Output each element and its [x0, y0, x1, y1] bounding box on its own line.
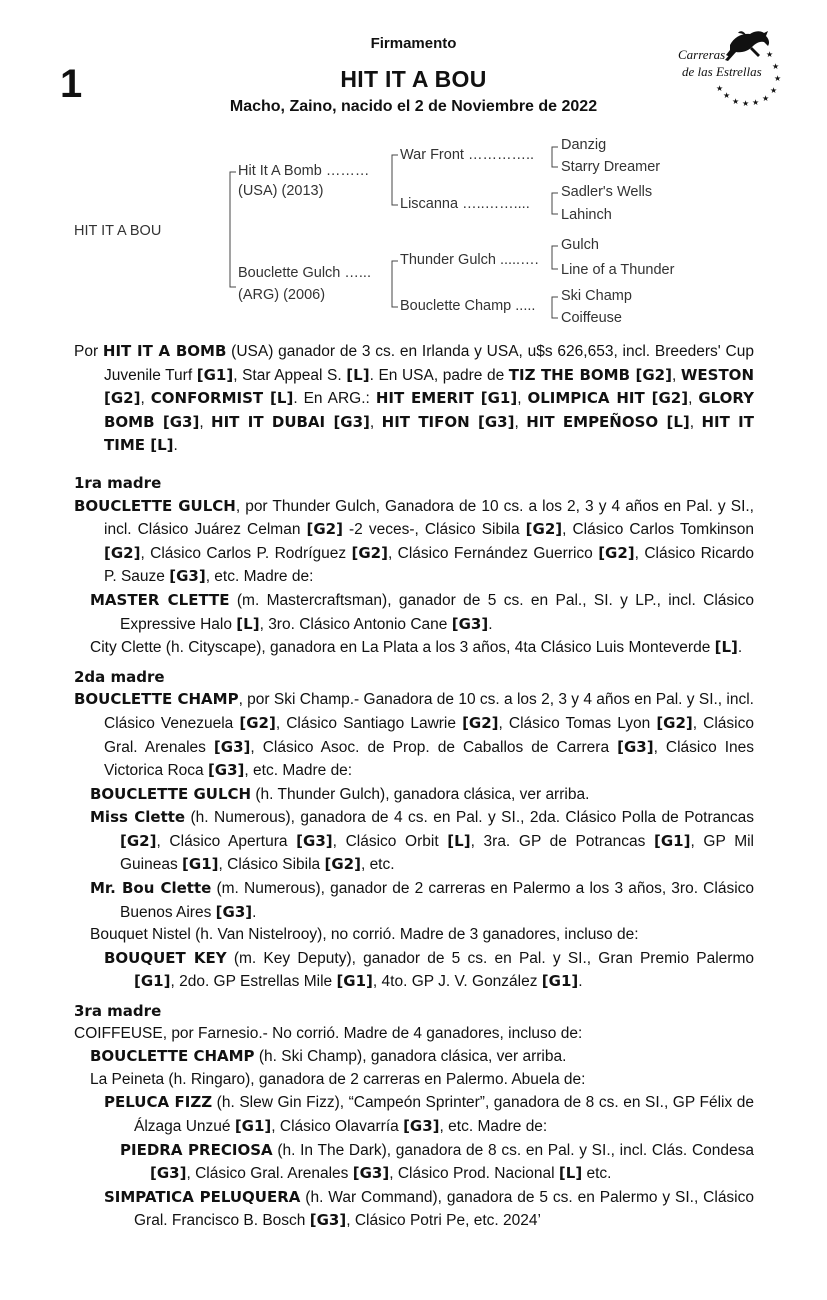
pedigree-sire: Hit It A Bomb ………	[238, 163, 370, 179]
grade-badge: [G3]	[213, 737, 251, 756]
text: (m. Key Deputy), ganador de 5 cs. en Pal. y SI., Gran Premio Palermo	[226, 949, 754, 967]
produce-entry	[74, 877, 754, 924]
text: (h. Ski Champ), ganadora clásica, ver arriba.	[254, 1048, 567, 1066]
produce-entry	[74, 1045, 754, 1069]
grade-badge: [G2]	[239, 713, 276, 732]
grade-badge: [G2]	[120, 831, 157, 850]
text: .	[737, 639, 743, 657]
first-dam-entry	[74, 495, 754, 589]
third-dam-label: 3ra madre	[74, 1002, 162, 1021]
grade-badge: [G1]	[134, 972, 171, 991]
text: , por Thunder Gulch, Ganadora de 10 cs. a los 2, 3 y 4 años en Pal. y SI., incl. Clásico Juárez Celman	[104, 497, 754, 539]
grade-badge: [G3]	[309, 1211, 347, 1230]
text: , 4to. GP J. V. González	[372, 973, 542, 991]
svg-text:★: ★	[770, 86, 778, 95]
svg-text:★: ★	[766, 50, 774, 59]
pedigree-dam: Bouclette Gulch …...	[238, 265, 371, 281]
svg-text:★: ★	[742, 99, 750, 108]
grade-badge: [G2]	[525, 520, 563, 539]
text: (h. Slew Gin Fizz), “Campeón Sprinter”, ganadora de 8 cs. en SI., GP Félix de Álzaga Unzué	[134, 1094, 755, 1135]
text: ,	[514, 413, 527, 431]
produce-entry	[74, 1091, 754, 1138]
text: , Clásico Gral. Arenales	[104, 714, 754, 756]
text: , Clásico Asoc. de Prop. de Caballos de Carrera	[250, 738, 618, 756]
offspring-name: WESTON [G2]	[104, 365, 754, 408]
text: , Clásico Prod. Nacional	[389, 1165, 559, 1183]
grade-badge: [G2]	[462, 713, 499, 732]
produce-entry	[74, 589, 754, 636]
text: COIFFEUSE, por Farnesio.- No corrió. Madre de 4 ganadores, incluso de:	[74, 1024, 583, 1042]
produce-entry	[74, 783, 754, 807]
grade-badge: [G3]	[207, 761, 245, 780]
pedigree-sd-dam: Lahinch	[561, 207, 612, 223]
text: ,	[517, 390, 528, 408]
text: , etc. Madre de:	[439, 1118, 548, 1135]
produce-name: SIMPATICA PELUQUERA	[104, 1187, 301, 1206]
offspring-name: HIT EMERIT [G1]	[375, 389, 518, 408]
text: , por Ski Champ.- Ganadora de 10 cs. a los 2, 3 y 4 años en Pal. y SI., incl. Clásico Venezuela	[104, 691, 754, 732]
svg-text:★: ★	[732, 97, 740, 106]
text: ,	[140, 390, 151, 408]
text: ,	[369, 413, 382, 431]
pedigree-dd-sire: Ski Champ	[561, 288, 632, 304]
horse-description: Macho, Zaino, nacido el 2 de Noviembre de 2022	[229, 98, 598, 115]
grade-badge: [G3]	[403, 1117, 440, 1135]
farm-name: Firmamento	[370, 35, 457, 52]
svg-text:★: ★	[774, 74, 782, 83]
produce-name: BOUCLETTE CHAMP	[90, 1047, 255, 1066]
svg-text:★: ★	[762, 94, 770, 103]
text: ,	[199, 413, 212, 431]
text: , Clásico Santiago Lawrie	[275, 714, 463, 732]
produce-entry	[74, 1069, 754, 1092]
pedigree-ds-dam: Line of a Thunder	[561, 262, 675, 278]
text: , Clásico Potri Pe, etc. 2024’	[346, 1212, 541, 1230]
produce-name: PIEDRA PRECIOSA	[120, 1140, 273, 1159]
text: . En ARG.:	[293, 390, 376, 408]
catalog-body	[74, 340, 754, 1233]
text: (h. Thunder Gulch), ganadora clásica, ver arriba.	[251, 785, 590, 803]
grade-badge: [G1]	[654, 831, 691, 850]
text: , Clásico Fernández Guerrico	[387, 544, 599, 562]
grade-badge: [G3]	[352, 1164, 390, 1183]
grade-badge: [G3]	[617, 737, 654, 756]
pedigree-ds-sire: Gulch	[561, 237, 599, 253]
grade-badge: [G2]	[656, 713, 693, 732]
second-dam-entry	[74, 688, 754, 782]
text: -2 veces-, Clásico Sibila	[342, 521, 526, 539]
grade-badge: [L]	[236, 614, 260, 633]
grade-badge: [G1]	[541, 972, 579, 991]
text: Por	[74, 343, 103, 360]
text: ,	[671, 366, 681, 384]
text: . En USA, padre de	[369, 366, 509, 384]
text: (m. Numerous), ganador de 2 carreras en Palermo a los 3 años, 3ro. Clásico Buenos Aires	[120, 880, 755, 921]
text: , 2do. GP Estrellas Mile	[170, 973, 337, 991]
svg-text:★: ★	[752, 98, 760, 107]
text: etc.	[582, 1165, 612, 1183]
grade-badge: [G2]	[324, 855, 361, 874]
produce-name: Miss Clette	[90, 808, 186, 827]
text: (h. War Command), ganadora de 5 cs. en Palermo y SI., Clásico Gral. Francisco B. Bosch	[134, 1188, 754, 1230]
horse-name: HIT IT A BOU	[340, 66, 487, 92]
grade-badge: [G2]	[351, 543, 388, 562]
text: , Clásico Olavarría	[271, 1118, 404, 1135]
produce-entry	[74, 1186, 754, 1233]
svg-text:★: ★	[723, 91, 731, 100]
pedigree-dd-dam: Coiffeuse	[561, 310, 622, 326]
pedigree-sd-sire: Sadler's Wells	[561, 184, 653, 200]
text: , 3ro. Clásico Antonio Cane	[259, 615, 452, 633]
text: , Clásico Orbit	[332, 832, 448, 850]
grade-badge: [L]	[447, 831, 471, 850]
pedigree-brackets	[0, 0, 827, 340]
pedigree-sire-origin: (USA) (2013)	[238, 183, 324, 199]
text: , GP Mil Guineas	[120, 832, 754, 874]
produce-name: Mr. Bou Clette	[90, 879, 212, 898]
grade-badge: [G3]	[150, 1164, 187, 1183]
produce-entry	[74, 806, 754, 877]
grade-badge: [G1]	[336, 972, 373, 991]
second-dam-label: 2da madre	[74, 667, 165, 686]
text: , Clásico Apertura	[156, 832, 297, 850]
grade-badge: [G1]	[182, 855, 219, 874]
offspring-name: HIT IT DUBAI [G3]	[211, 412, 370, 431]
pedigree-dam-dam: Bouclette Champ .....	[400, 298, 536, 314]
produce-name: BOUQUET KEY	[104, 948, 227, 967]
grade-badge: [G2]	[306, 520, 343, 539]
pedigree-sire-dam: Liscanna …..……....	[400, 196, 530, 212]
produce-entry	[74, 636, 754, 660]
offspring-name: TIZ THE BOMB [G2]	[508, 365, 672, 384]
text: (m. Mastercraftsman), ganador de 5 cs. en Pal., SI. y LP., incl. Clásico Expressive Halo	[120, 591, 754, 633]
text: , etc. Madre de:	[244, 762, 353, 780]
pedigree-subject: HIT IT A BOU	[74, 223, 162, 239]
logo-text-estrellas: de las Estrellas	[682, 64, 762, 79]
dam-name: BOUCLETTE GULCH	[74, 496, 236, 515]
produce-name: BOUCLETTE GULCH	[90, 784, 252, 803]
grade-badge: [G3]	[451, 614, 489, 633]
offspring-name: CONFORMIST [L]	[150, 389, 294, 408]
text: (h. Numerous), ganadora de 4 cs. en Pal. y SI., 2da. Clásico Polla de Potrancas	[185, 809, 754, 827]
pedigree-ss-dam: Starry Dreamer	[561, 159, 661, 175]
grade-badge: [L]	[558, 1164, 583, 1183]
text: , Clásico Carlos Tomkinson	[562, 521, 754, 539]
offspring-name: HIT IT TIME [L]	[104, 412, 754, 455]
svg-text:★: ★	[716, 84, 724, 93]
text: , Clásico Gral. Arenales	[186, 1165, 353, 1183]
lot-number: 1	[60, 62, 83, 106]
produce-name: PELUCA FIZZ	[104, 1093, 213, 1112]
text: .	[488, 615, 493, 633]
grade-badge: [G1]	[234, 1117, 272, 1135]
offspring-name: HIT TIFON [G3]	[381, 412, 515, 431]
text: .	[252, 903, 257, 921]
grade-badge: [G1]	[196, 365, 234, 384]
pedigree-ss-sire: Danzig	[561, 137, 607, 153]
grade-badge: [G2]	[104, 543, 141, 562]
text: , Clásico Sibila	[218, 856, 325, 874]
grade-badge: [G3]	[215, 902, 253, 921]
text: (USA) ganador de 3 cs. en Irlanda y USA, u$s 626,653, incl. Breeders' Cup Juvenile Turf	[104, 343, 754, 384]
text: .	[578, 973, 583, 991]
grade-badge: [L]	[714, 638, 738, 657]
text: , etc. Madre de:	[205, 568, 314, 586]
grade-badge: [G3]	[169, 567, 206, 586]
first-dam-label: 1ra madre	[74, 473, 162, 492]
produce-entry	[74, 947, 754, 994]
text: ,	[688, 390, 699, 408]
grade-badge: [G2]	[598, 543, 635, 562]
text: (h. In The Dark), ganadora de 8 cs. en Pal. y SI., incl. Clás. Condesa	[272, 1141, 754, 1159]
dam-name: BOUCLETTE CHAMP	[74, 690, 239, 709]
text: City Clette (h. Cityscape), ganadora en La Plata a los 3 años, 4ta Clásico Luis Monteverde	[90, 639, 715, 657]
svg-text:★: ★	[772, 62, 780, 71]
pedigree-dam-sire: Thunder Gulch .....….	[400, 252, 539, 268]
text: , Clásico Tomas Lyon	[498, 714, 657, 732]
offspring-name: OLIMPICA HIT [G2]	[527, 389, 689, 408]
text: , Clásico Ricardo P. Sauze	[104, 544, 754, 586]
grade-badge: [L]	[346, 365, 370, 384]
text: Bouquet Nistel (h. Van Nistelrooy), no corrió. Madre de 3 ganadores, incluso de:	[90, 926, 639, 944]
text: , etc.	[360, 856, 395, 874]
produce-name: MASTER CLETTE	[90, 590, 230, 609]
offspring-name: HIT EMPEÑOSO [L]	[526, 412, 690, 431]
logo-text-carreras: Carreras	[678, 47, 726, 62]
text: , Clásico Carlos P. Rodríguez	[140, 544, 352, 562]
text: , Star Appeal S.	[233, 366, 347, 384]
sire-name: HIT IT A BOMB	[102, 342, 227, 360]
sire-paragraph	[74, 340, 754, 458]
produce-entry	[74, 1139, 754, 1186]
text: .	[173, 437, 178, 455]
text: , 3ra. GP de Potrancas	[470, 832, 654, 850]
pedigree-sire-sire: War Front …………..	[400, 147, 534, 163]
text: , Clásico Ines Victorica Roca	[104, 738, 754, 780]
third-dam-entry	[74, 1023, 754, 1046]
grade-badge: [G3]	[296, 831, 333, 850]
pedigree-dam-origin: (ARG) (2006)	[238, 287, 326, 303]
text: La Peineta (h. Ringaro), ganadora de 2 carreras en Palermo. Abuela de:	[90, 1070, 586, 1088]
produce-entry	[74, 924, 754, 947]
text: ,	[689, 413, 702, 431]
offspring-name: GLORY BOMB [G3]	[104, 389, 755, 431]
